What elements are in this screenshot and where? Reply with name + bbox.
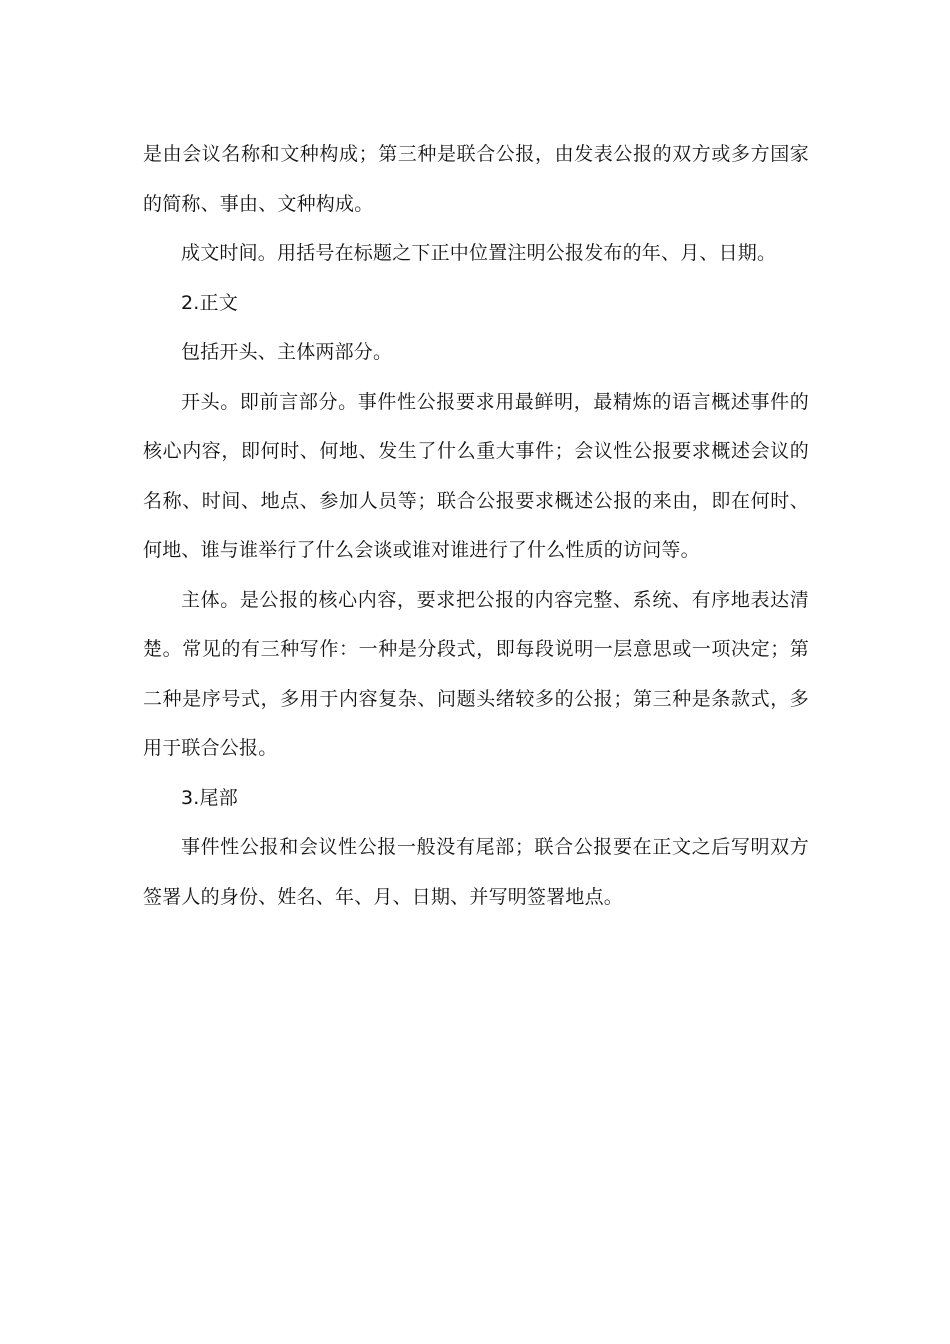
section-heading-ending: 3.尾部 [181, 786, 238, 809]
paragraph-body-parts: 包括开头、主体两部分。 [181, 341, 393, 363]
paragraph-continuation: 是由会议名称和文种构成；第三种是联合公报，由发表公报的双方或多方国家的简称、事由、文种构成。 [143, 143, 809, 215]
paragraph-ending: 事件性公报和会议性公报一般没有尾部；联合公报要在正文之后写明双方签署人的身份、姓名、年、月、日期、并写明签署地点。 [143, 836, 809, 908]
paragraph-issue-date: 成文时间。用括号在标题之下正中位置注明公报发布的年、月、日期。 [181, 242, 777, 264]
paragraph-main-body: 主体。是公报的核心内容，要求把公报的内容完整、系统、有序地表达清楚。常见的有三种写作：一种是分段式，即每段说明一层意思或一项决定；第二种是序号式，多用于内容复杂、问题头绪较多的公报；第三种是条款式，多用于联合公报。 [143, 588, 809, 759]
paragraph-opening: 开头。即前言部分。事件性公报要求用最鲜明，最精炼的语言概述事件的核心内容，即何时、何地、发生了什么重大事件；会议性公报要求概述会议的名称、时间、地点、参加人员等；联合公报要求概述公报的来由，即在何时、何地、谁与谁举行了什么会谈或谁对谁进行了什么性质的访问等。 [143, 390, 809, 561]
section-heading-body: 2.正文 [181, 291, 238, 314]
document-body [143, 130, 809, 922]
